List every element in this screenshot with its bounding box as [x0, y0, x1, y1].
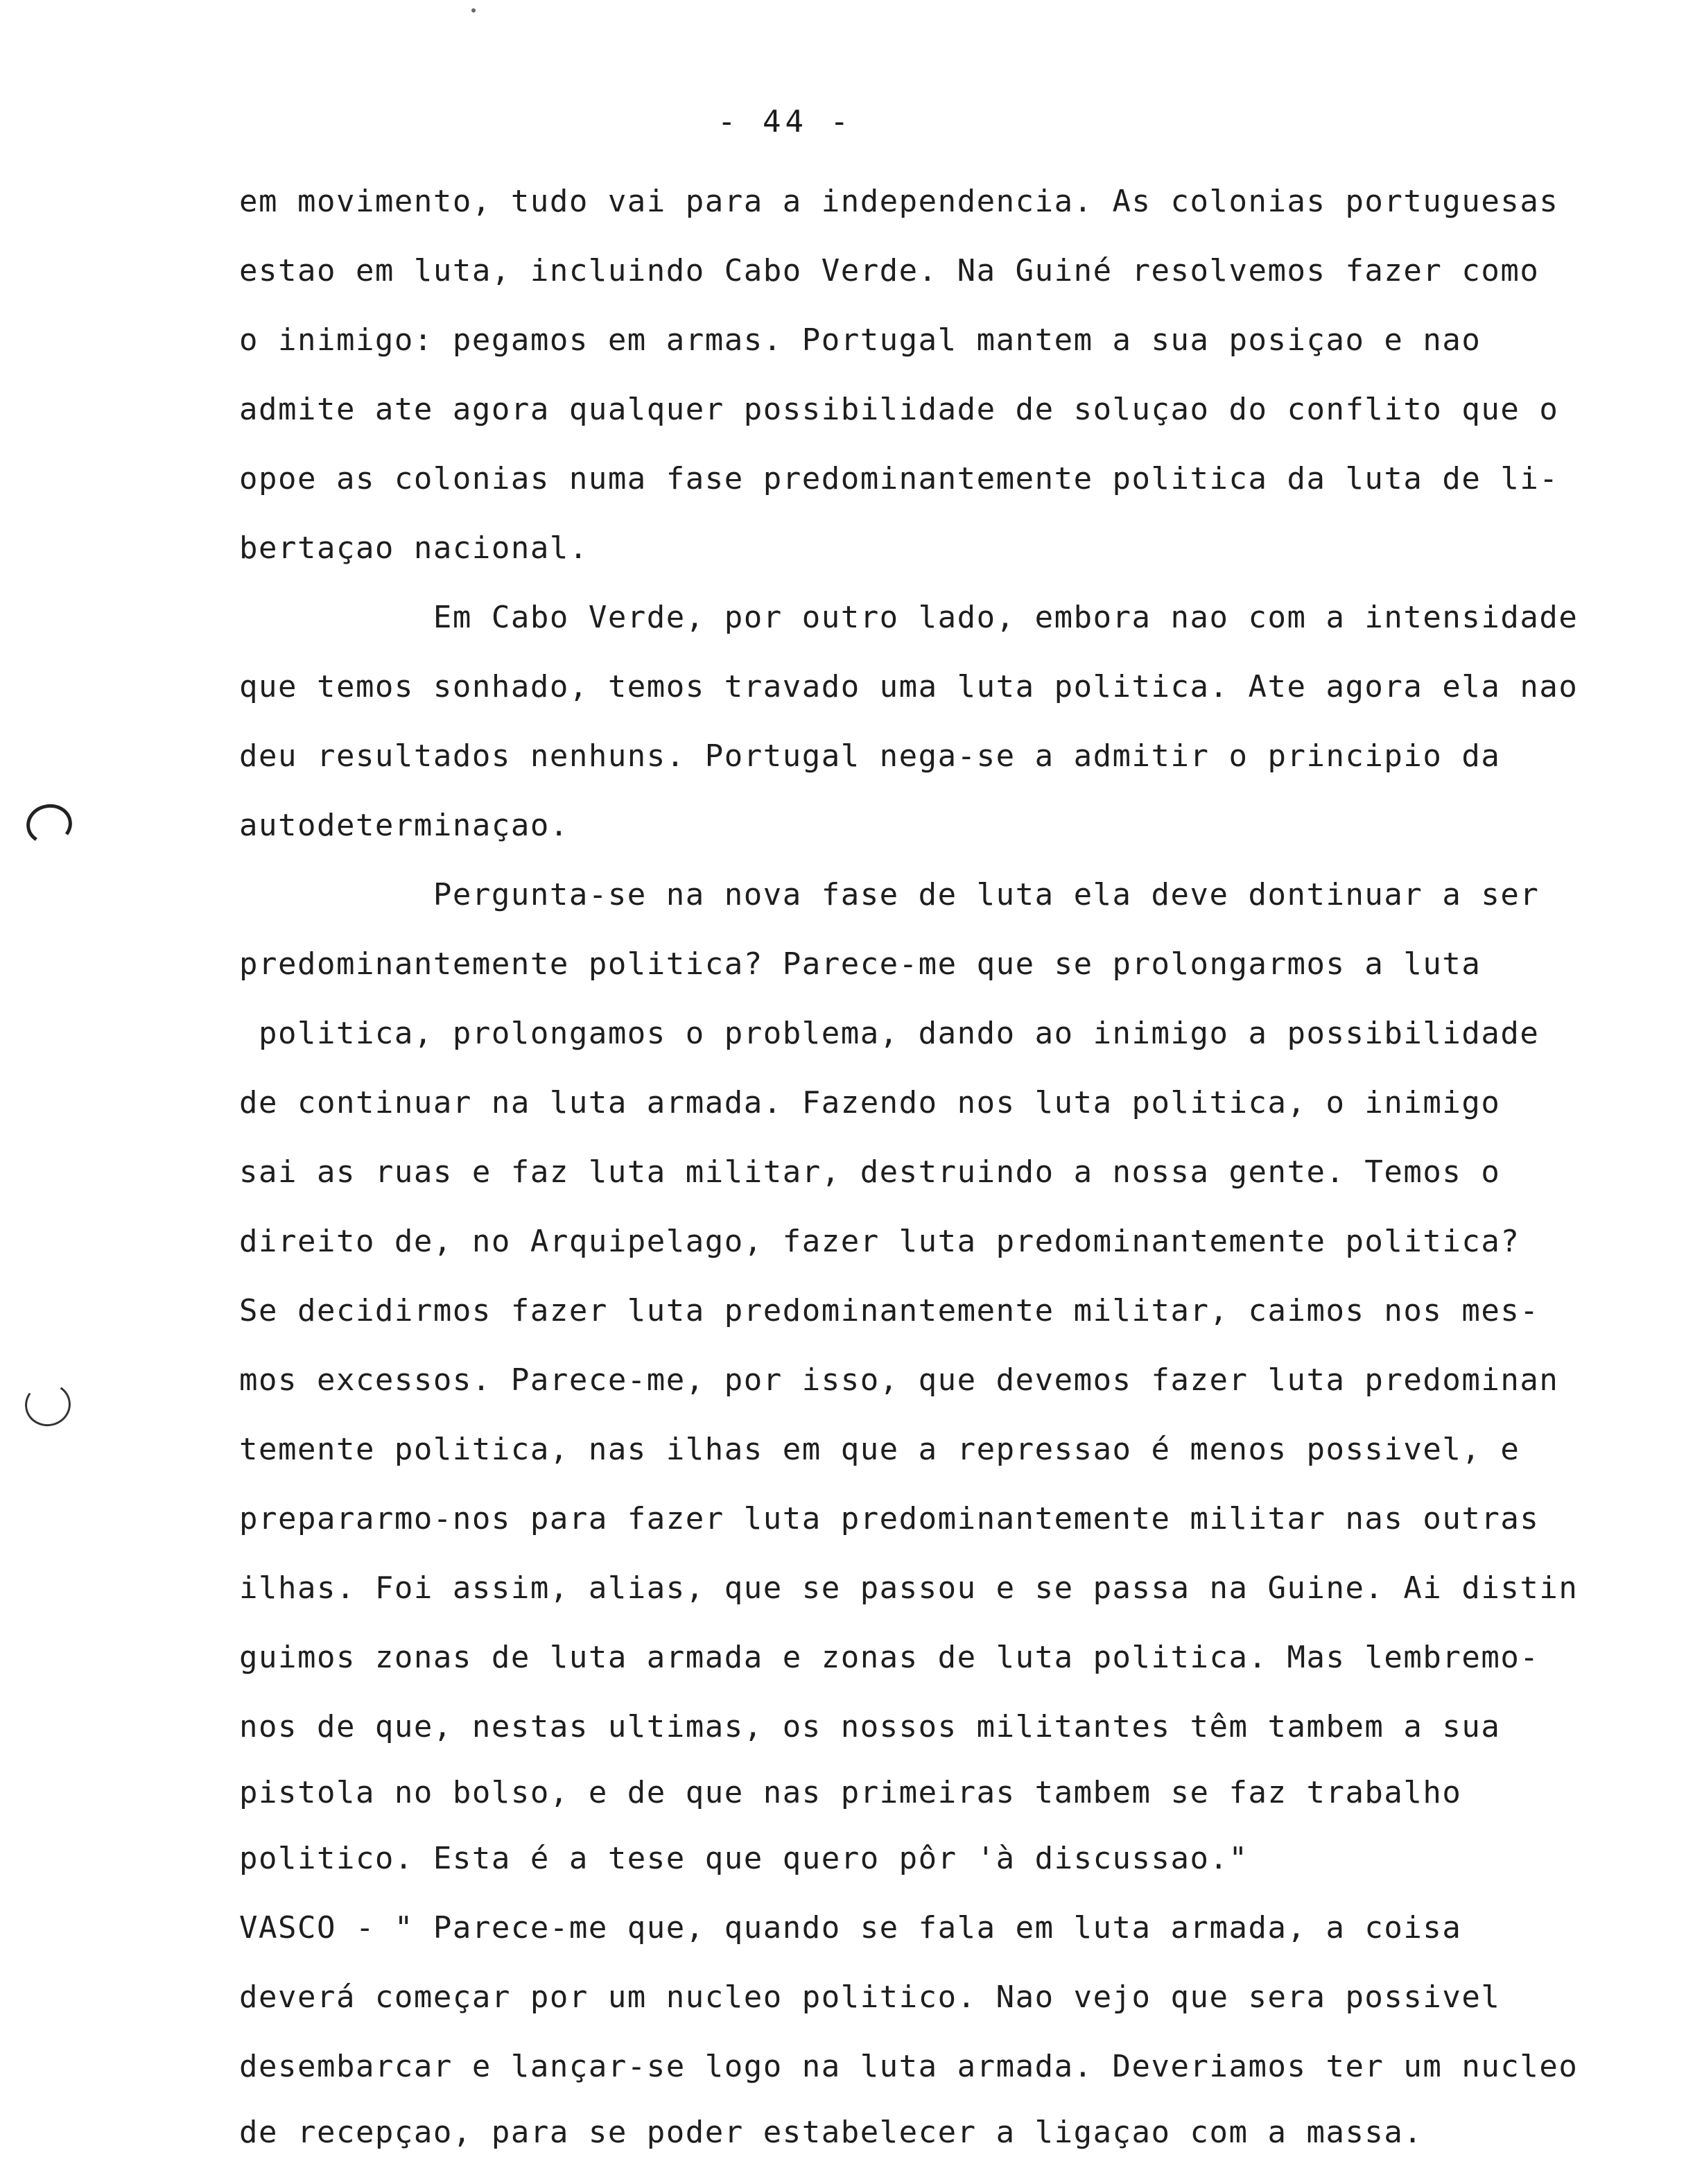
- punch-hole-mark: [21, 1380, 74, 1430]
- text-line: de recepçao, para se poder estabelecer a ligaçao com a massa.: [239, 2115, 1423, 2150]
- text-line: Se decidirmos fazer luta predominantemente militar, caimos nos mes-: [239, 1293, 1540, 1328]
- text-line: politico. Esta é a tese que quero pôr 'à discussao.": [239, 1841, 1249, 1876]
- text-line: direito de, no Arquipelago, fazer luta predominantemente politica?: [239, 1224, 1520, 1259]
- text-line: Em Cabo Verde, por outro lado, embora nao com a intensidade: [239, 600, 1579, 635]
- text-line: de continuar na luta armada. Fazendo nos luta politica, o inimigo: [239, 1085, 1501, 1120]
- text-line: desembarcar e lançar-se logo na luta armada. Deveriamos ter um nucleo: [239, 2049, 1579, 2084]
- text-line: temente politica, nas ilhas em que a repressao é menos possivel, e: [239, 1432, 1520, 1467]
- page-number: - 44 -: [718, 104, 853, 139]
- text-line: sai as ruas e faz luta militar, destruindo a nossa gente. Temos o: [239, 1154, 1501, 1190]
- paper-speck: [471, 8, 476, 12]
- text-line: predominantemente politica? Parece-me que se prolongarmos a luta: [239, 946, 1481, 982]
- text-line: estao em luta, incluindo Cabo Verde. Na Guiné resolvemos fazer como: [239, 253, 1540, 288]
- text-line: em movimento, tudo vai para a independencia. As colonias portuguesas: [239, 184, 1559, 219]
- text-line: autodeterminaçao.: [239, 808, 569, 843]
- text-line: ilhas. Foi assim, alias, que se passou e se passa na Guine. Ai distin: [239, 1570, 1579, 1606]
- text-line: que temos sonhado, temos travado uma luta politica. Ate agora ela nao: [239, 669, 1579, 704]
- text-line: Pergunta-se na nova fase de luta ela deve dontinuar a ser: [239, 877, 1540, 912]
- punch-hole-mark: [23, 801, 75, 849]
- text-line: deu resultados nenhuns. Portugal nega-se a admitir o principio da: [239, 738, 1501, 774]
- text-line: pistola no bolso, e de que nas primeiras tambem se faz trabalho: [239, 1775, 1462, 1810]
- text-line: politica, prolongamos o problema, dando ao inimigo a possibilidade: [239, 1016, 1540, 1051]
- text-line: deverá começar por um nucleo politico. Nao vejo que sera possivel: [239, 1979, 1501, 2015]
- text-line: nos de que, nestas ultimas, os nossos militantes têm tambem a sua: [239, 1709, 1501, 1744]
- text-line: opoe as colonias numa fase predominantemente politica da luta de li-: [239, 461, 1559, 496]
- text-line: admite ate agora qualquer possibilidade de soluçao do conflito que o: [239, 392, 1559, 427]
- text-line: bertaçao nacional.: [239, 530, 589, 566]
- text-line: guimos zonas de luta armada e zonas de luta politica. Mas lembremo-: [239, 1640, 1540, 1675]
- text-line: mos excessos. Parece-me, por isso, que devemos fazer luta predominan: [239, 1362, 1559, 1398]
- text-line: o inimigo: pegamos em armas. Portugal mantem a sua posiçao e nao: [239, 322, 1481, 358]
- text-line: prepararmo-nos para fazer luta predominantemente militar nas outras: [239, 1501, 1540, 1536]
- text-line: VASCO - " Parece-me que, quando se fala em luta armada, a coisa: [239, 1910, 1462, 1945]
